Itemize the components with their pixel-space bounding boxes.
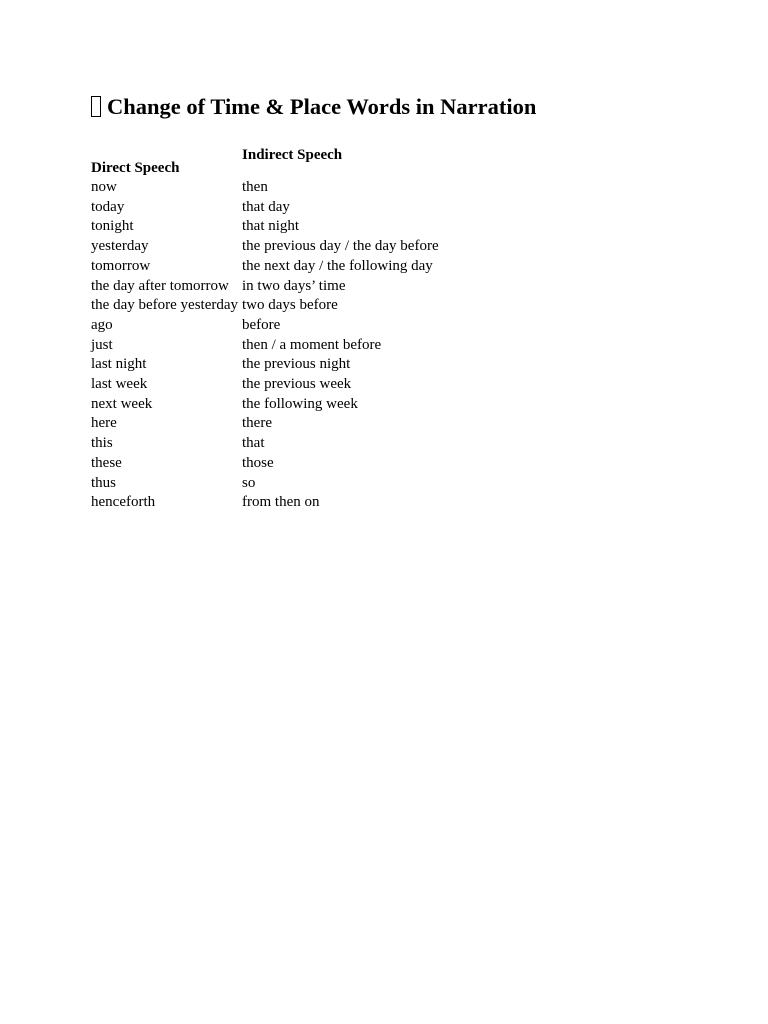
indirect-cell: before — [242, 316, 281, 333]
table-row — [89, 375, 441, 395]
direct-cell: tonight — [91, 218, 134, 235]
direct-cell: tomorrow — [91, 257, 151, 274]
indirect-cell: so — [242, 474, 256, 491]
indirect-cell: that night — [242, 218, 300, 235]
table-row — [89, 414, 441, 434]
direct-cell: this — [91, 435, 113, 452]
indirect-cell: the next day / the following day — [242, 257, 433, 274]
direct-cell: just — [91, 336, 113, 353]
missing-glyph-icon — [91, 96, 101, 117]
indirect-cell: from then on — [242, 494, 320, 511]
table-row — [89, 454, 441, 474]
direct-cell: last week — [91, 376, 148, 393]
indirect-cell: in two days’ time — [242, 277, 346, 294]
indirect-cell: then / a moment before — [242, 336, 382, 353]
table-row — [89, 217, 441, 237]
direct-cell: next week — [91, 395, 153, 412]
table-header-row — [89, 145, 441, 178]
direct-cell: last night — [91, 356, 147, 373]
page-title-text: Change of Time & Place Words in Narration — [107, 94, 537, 119]
table-row — [89, 178, 441, 198]
indirect-cell: the previous night — [242, 356, 351, 373]
indirect-cell: then — [242, 179, 268, 195]
direct-cell: these — [91, 454, 122, 471]
indirect-cell: that day — [242, 198, 290, 215]
indirect-cell: those — [242, 454, 274, 471]
direct-cell: thus — [91, 474, 117, 491]
indirect-cell: there — [242, 415, 272, 432]
direct-cell: here — [91, 415, 117, 432]
table-row — [89, 434, 441, 454]
direct-cell: now — [91, 179, 117, 195]
table-row — [89, 493, 441, 513]
indirect-cell: the previous day / the day before — [242, 238, 439, 255]
indirect-cell: the following week — [242, 395, 358, 412]
header-indirect-speech: Indirect Speech — [242, 147, 343, 163]
table-row — [89, 316, 441, 336]
table-row — [89, 336, 441, 356]
table-row — [89, 355, 441, 375]
direct-cell: yesterday — [91, 238, 149, 255]
direct-cell: the day after tomorrow — [91, 277, 229, 294]
indirect-cell: that — [242, 435, 265, 452]
direct-cell: ago — [91, 316, 113, 333]
table-row — [89, 257, 441, 277]
direct-cell: henceforth — [91, 494, 156, 511]
indirect-cell: two days before — [242, 297, 338, 314]
page-title — [91, 92, 536, 122]
direct-cell: the day before yesterday — [91, 297, 239, 314]
table-row — [89, 237, 441, 257]
table-row — [89, 277, 441, 297]
header-direct-speech: Direct Speech — [91, 160, 180, 176]
table-row — [89, 296, 441, 316]
indirect-cell: the previous week — [242, 376, 352, 393]
direct-cell: today — [91, 198, 125, 215]
narration-table — [89, 145, 441, 513]
table-row — [89, 395, 441, 415]
table-row — [89, 474, 441, 494]
table-row — [89, 198, 441, 218]
